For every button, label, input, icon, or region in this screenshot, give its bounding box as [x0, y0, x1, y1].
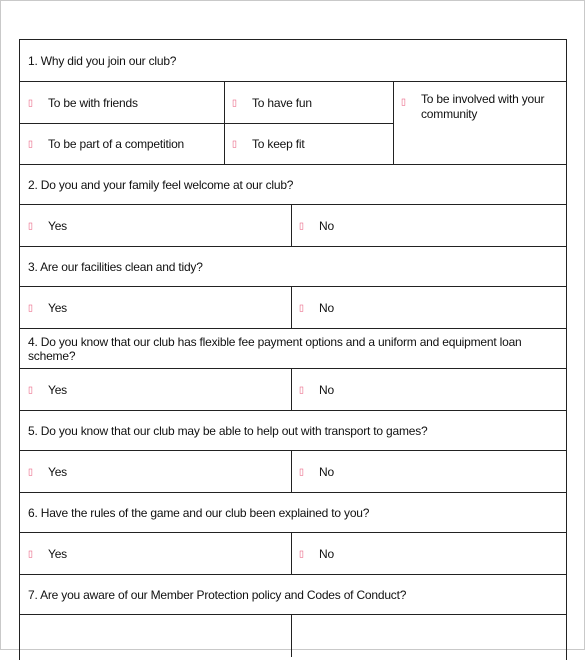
question-7-answers — [20, 615, 566, 657]
answer-no[interactable] — [291, 205, 566, 246]
answer-yes[interactable] — [20, 451, 291, 492]
answer-no[interactable] — [291, 451, 566, 492]
question-3-text: 3. Are our facilities clean and tidy? — [28, 259, 203, 274]
option-label: To keep fit — [252, 136, 305, 151]
option-label: To be with friends — [48, 95, 138, 110]
question-1-options — [20, 82, 566, 165]
checkbox-icon[interactable]: ▯ — [232, 138, 237, 148]
answer-label: Yes — [48, 464, 67, 479]
option-label: To have fun — [252, 95, 312, 110]
question-3-answers — [20, 287, 566, 329]
option-label: To be involved with your community — [421, 92, 545, 121]
question-5 — [20, 411, 566, 451]
answer-yes[interactable] — [20, 369, 291, 410]
question-6-answers — [20, 533, 566, 575]
checkbox-icon[interactable]: ▯ — [232, 97, 237, 107]
club-survey-form — [19, 39, 567, 660]
option-fun[interactable] — [224, 82, 393, 123]
answer-yes[interactable] — [20, 205, 291, 246]
option-fit[interactable] — [224, 123, 393, 164]
question-3 — [20, 247, 566, 287]
question-2-answers — [20, 205, 566, 247]
checkbox-icon[interactable]: ▯ — [28, 302, 33, 312]
answer-label: No — [319, 382, 334, 397]
answer-label: Yes — [48, 218, 67, 233]
question-2 — [20, 165, 566, 205]
question-1 — [20, 40, 566, 82]
question-7-text: 7. Are you aware of our Member Protection policy and Codes of Conduct? — [28, 587, 407, 602]
option-friends[interactable] — [20, 82, 224, 123]
answer-label: No — [319, 464, 334, 479]
answer-label: Yes — [48, 300, 67, 315]
question-6 — [20, 493, 566, 533]
question-5-answers — [20, 451, 566, 493]
answer-yes[interactable] — [20, 533, 291, 574]
checkbox-icon[interactable]: ▯ — [28, 97, 33, 107]
question-4-text: 4. Do you know that our club has flexible fee payment options and a uniform and equipment loan scheme? — [28, 334, 522, 363]
question-6-text: 6. Have the rules of the game and our club been explained to you? — [28, 505, 370, 520]
option-competition[interactable] — [20, 123, 224, 164]
answer-yes[interactable] — [20, 287, 291, 328]
checkbox-icon[interactable]: ▯ — [299, 384, 304, 394]
checkbox-icon[interactable]: ▯ — [28, 220, 33, 230]
question-5-text: 5. Do you know that our club may be able to help out with transport to games? — [28, 423, 428, 438]
option-community[interactable] — [393, 82, 566, 123]
answer-label: Yes — [48, 382, 67, 397]
question-2-text: 2. Do you and your family feel welcome at our club? — [28, 177, 294, 192]
question-1-text: 1. Why did you join our club? — [28, 53, 177, 68]
answer-no[interactable] — [291, 369, 566, 410]
checkbox-icon[interactable]: ▯ — [28, 466, 33, 476]
question-4 — [20, 329, 566, 369]
answer-label: No — [319, 300, 334, 315]
question-7 — [20, 575, 566, 615]
checkbox-icon[interactable]: ▯ — [401, 96, 406, 107]
checkbox-icon[interactable]: ▯ — [28, 384, 33, 394]
checkbox-icon[interactable]: ▯ — [28, 548, 33, 558]
option-label: To be part of a competition — [48, 136, 185, 151]
checkbox-icon[interactable]: ▯ — [299, 466, 304, 476]
answer-label: Yes — [48, 546, 67, 561]
answer-label: No — [319, 546, 334, 561]
answer-label: No — [319, 218, 334, 233]
question-4-answers — [20, 369, 566, 411]
checkbox-icon[interactable]: ▯ — [299, 220, 304, 230]
checkbox-icon[interactable]: ▯ — [299, 548, 304, 558]
checkbox-icon[interactable]: ▯ — [299, 302, 304, 312]
checkbox-icon[interactable]: ▯ — [28, 138, 33, 148]
answer-no[interactable] — [291, 533, 566, 574]
answer-no[interactable] — [291, 287, 566, 328]
